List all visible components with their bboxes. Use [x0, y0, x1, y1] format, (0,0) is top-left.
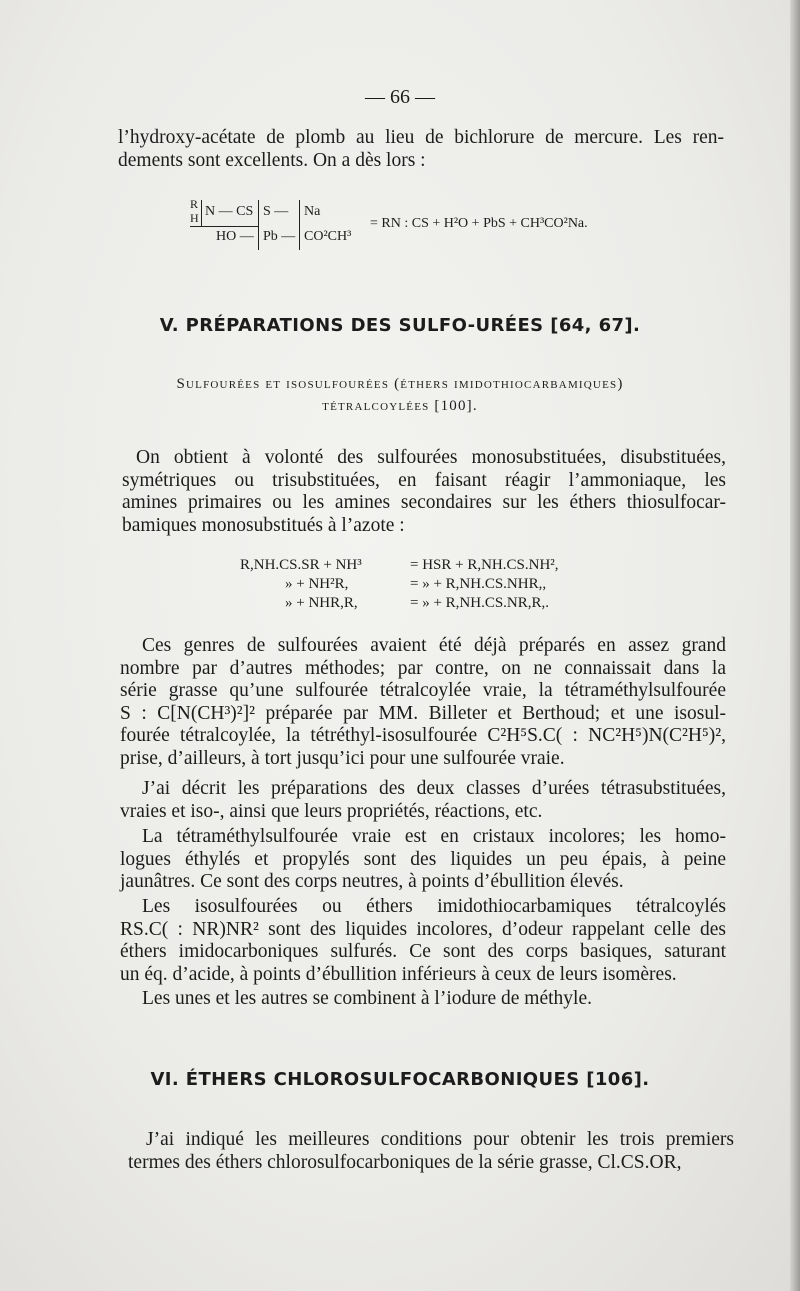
text-line: vraies et iso-, ainsi que leurs propriétés, réactions, etc. — [120, 800, 543, 822]
reaction-left: » + NHR,R, — [285, 595, 358, 611]
text-line: un éq. d’acide, à points d’ébullition inférieurs à ceux de leurs isomères. — [120, 963, 677, 985]
text-line: Les isosulfourées ou éthers imidothiocarbamiques tétralcoylés — [142, 896, 726, 917]
bracket-line — [299, 200, 300, 250]
text-line: éthers imidocarboniques sulfurés. Ce sont des corps basiques, saturant — [120, 941, 726, 963]
text-line: RS.C( : NR)NR² sont des liquides incolores, d’odeur rappelant celle des — [120, 918, 726, 940]
formula-r: R — [190, 197, 199, 211]
underline — [190, 226, 258, 227]
text-line: Les unes et les autres se combinent à l’iodure de méthyle. — [142, 988, 592, 1009]
formula-pb: Pb — — [263, 229, 296, 244]
subheading-line: Sulfourées et isosulfourées (éthers imidothiocarbamiques) — [176, 376, 624, 392]
text-line: série grasse qu’une sulfourée tétralcoylée vraie, la tétraméthylsulfourée — [120, 680, 726, 702]
paragraph-methods — [120, 635, 726, 771]
formula-ho: HO — — [216, 229, 254, 244]
reaction-left: » + NH²R, — [285, 576, 349, 592]
formula-h: H — [190, 211, 199, 225]
text-line: S : C[N(CH³)²]² préparée par MM. Billeter et Berthoud; et une isosul- — [120, 702, 726, 724]
paragraph-properties — [120, 826, 726, 894]
paragraph-intro — [118, 127, 724, 172]
text-line: termes des éthers chlorosulfocarboniques de la série grasse, Cl.CS.OR, — [128, 1151, 682, 1173]
text-line: fourée tétralcoylée, la tétréthyl-isosulfourée C²H⁵S.C( : NC²H⁵)N(C²H⁵)², — [120, 725, 726, 747]
text-line: La tétraméthylsulfourée vraie est en cristaux incolores; les homo- — [142, 826, 726, 847]
text-line: symétriques ou trisubstituées, en faisant réagir l’ammoniaque, les — [122, 469, 726, 491]
paragraph-isosulfourees — [120, 896, 726, 986]
paragraph-iodide — [142, 988, 726, 1011]
formula-na: Na — [304, 204, 321, 219]
text-line: prise, d’ailleurs, à tort jusqu’ici pour une sulfourée vraie. — [120, 747, 565, 769]
page-number: — 66 — — [365, 86, 435, 108]
section-vi-title: VI. ÉTHERS CHLOROSULFOCARBONIQUES [106]. — [150, 1069, 650, 1090]
formula-s: S — — [263, 204, 289, 219]
reaction-right: = HSR + R,NH.CS.NH², — [410, 557, 559, 573]
section-v-title: V. PRÉPARATIONS DES SULFO-URÉES [64, 67]. — [159, 315, 641, 336]
formula-co2ch3: CO²CH³ — [304, 229, 352, 244]
text-line: amines primaires ou les amines secondaires sur les éthers thiosulfocar- — [122, 492, 726, 514]
formula-n-cs: N — CS — [205, 204, 254, 219]
text-line: J’ai décrit les préparations des deux classes d’urées tétrasubstituées, — [142, 778, 726, 799]
reaction-left: R,NH.CS.SR + NH³ — [240, 557, 362, 573]
text-line: J’ai indiqué les meilleures conditions pour obtenir les trois premiers — [146, 1129, 734, 1150]
text-line: dements sont excellents. On a dès lors : — [118, 149, 426, 171]
bracket-line — [201, 200, 202, 226]
reaction-right: = » + R,NH.CS.NHR,, — [410, 576, 547, 592]
text-line: nombre par d’autres méthodes; par contre, on ne connaissait dans la — [120, 657, 726, 679]
paragraph-preparation — [122, 447, 726, 537]
reaction-right: = » + R,NH.CS.NR,R,. — [410, 595, 550, 611]
text-line: On obtient à volonté des sulfourées monosubstituées, disubstituées, — [136, 447, 726, 468]
page-edge-shadow — [790, 0, 800, 1291]
bracket-line — [258, 200, 259, 250]
text-line: l’hydroxy-acétate de plomb au lieu de bichlorure de mercure. Les ren- — [118, 127, 724, 148]
text-line: Ces genres de sulfourées avaient été déjà préparés en assez grand — [142, 635, 726, 656]
formula-result: = RN : CS + H²O + PbS + CH³CO²Na. — [370, 216, 588, 231]
paragraph-descriptions — [120, 778, 726, 823]
subheading-line: tétralcoylées [100]. — [322, 398, 478, 414]
text-line: jaunâtres. Ce sont des corps neutres, à points d’ébullition élevés. — [120, 871, 624, 893]
text-line: bamiques monosubstitués à l’azote : — [122, 514, 405, 536]
paragraph-chlorosulfo — [128, 1129, 734, 1174]
text-line: logues éthylés et propylés sont des liquides un peu épais, à peine — [120, 848, 726, 870]
